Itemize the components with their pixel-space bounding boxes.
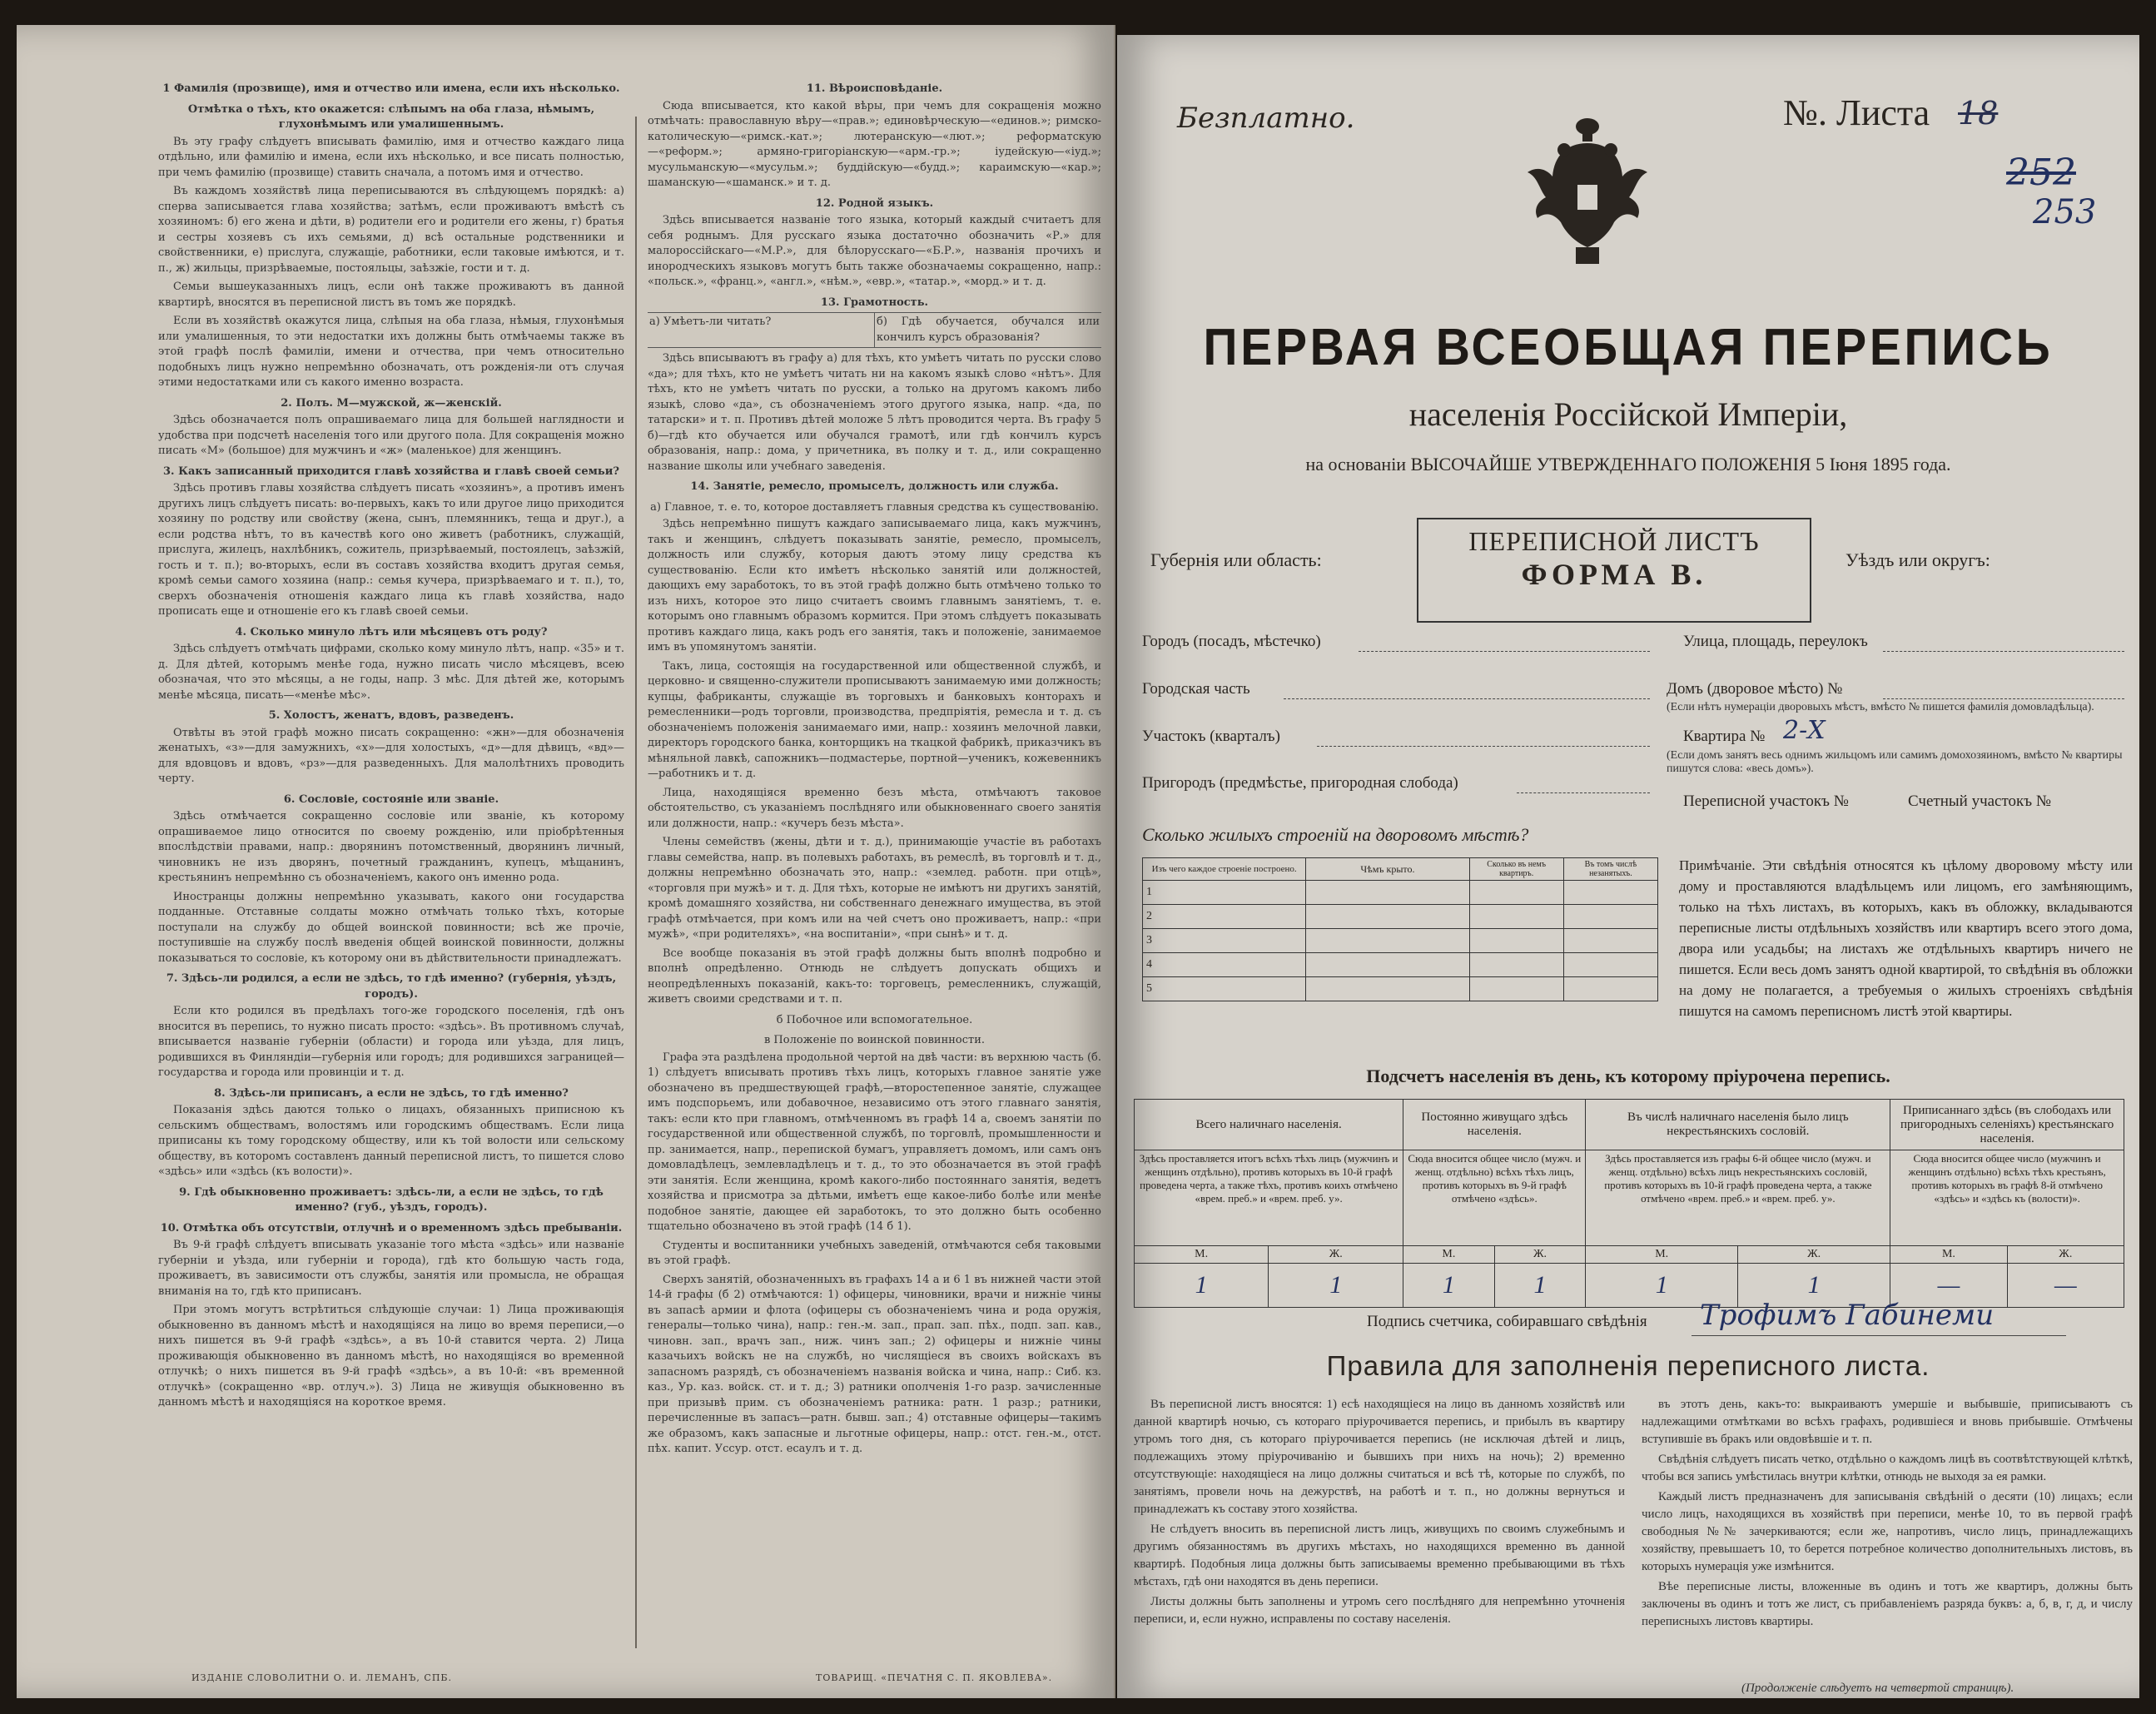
buildings-note: Примѣчаніе. Эти свѣдѣнія относятся къ цѣлому дворовому мѣсту или дому и проставляются владѣльцемъ или лицомъ, его замѣняющимъ, только на тѣхъ листахъ, въ которыхъ, какъ въ обложку, вкладываются переписные листы отдѣльныхъ хозяйствъ или квартиръ всего этого дома, двора или усадьбы; на листахъ же отдѣльныхъ квартиръ ничего не пишется. Если весь домъ занятъ одной квартирой, то свѣдѣнія въ обложки на дому не полагается, а требуемыя о жилыхъ строеніяхъ свѣдѣнія пишутся на самомъ переписномъ листѣ этой квартиры. (1679, 857, 2133, 1019)
apartment-label: Квартира № (1683, 728, 1766, 745)
double-headed-eagle-emblem (1521, 110, 1654, 276)
paragraph: Въ эту графу слѣдуетъ вписывать фамилію, имя и отчество каждаго лица отдѣльно, или фамилію и имена, если ихъ нѣсколько, и все писать полностью, при чемъ фамилію (прозвище) ставить сначала, а потомъ имя и отчество. (158, 135, 624, 179)
fill-line (1883, 698, 2124, 699)
sheet-number-value: 18 (1958, 95, 1999, 132)
handwritten-number: 253 (2033, 193, 2097, 231)
section-heading: 7. Здѣсь-ли родился, а если не здѣсь, то гдѣ именно? (губернія, уѣздъ, городъ). (166, 972, 617, 1001)
table-header-cell: Приписаннаго здѣсь (въ слободахъ или пригородныхъ селеніяхъ) крестьянскаго населенія. (1890, 1100, 2124, 1150)
signature-line (1692, 1335, 2066, 1336)
paragraph: Здѣсь вписывается названіе того языка, который каждый считаетъ для себя роднымъ. Для русскаго языка достаточно обозначить «Р.» для малороссійскаго—«М.Р.», для бѣлорусскаго—«Б.Р.», названія прочихъ и инородческихъ языковъ могутъ быть также обозначаемы сокращенно, напр.: «польск.», «франц.», «англ.», «нѣм.», «евр.», «татар.», «морд.» и т. д. (648, 214, 1101, 288)
section-heading: Отмѣтка о тѣхъ, кто окажется: слѣпымъ на оба глаза, нѣмымъ, глухонѣмымъ или умалишеннымъ. (187, 102, 595, 131)
section-heading: 3. Какъ записанный приходится главѣ хозяйства и главѣ своей семьи? (163, 465, 619, 478)
female-header: Ж. (1269, 1246, 1403, 1264)
paragraph: Такъ, лица, состоящія на государственной или общественной службѣ, и церковно- и священно-служители прописываютъ занимаемую ими должность; купцы, фабриканты, служащіе въ торговыхъ и банковыхъ конторахъ и ремесленники—родъ торговли, производства, предпріятія, ремесла и т. д. съ обозначеніемъ положенія занимаемаго ими, напр.: хозяинъ мелочной лавки, директоръ городского банка, конторщикъ на ткацкой фабрикѣ, приказчикъ въ мѣняльной лавкѣ, сапожникъ—подмастерье, портной—ученикъ, кожевенникъ—работникъ и т. д. (648, 659, 1101, 780)
rules-title: Правила для заполненія переписного листа. (1326, 1350, 1930, 1381)
district-label: Уѣздъ или округъ: (1846, 549, 1990, 570)
table-row (1135, 1150, 2124, 1246)
section-heading: 4. Сколько минуло лѣтъ или мѣсяцевъ отъ роду? (235, 625, 548, 638)
paragraph: Не слѣдуетъ вносить въ переписной листъ лицъ, живущихъ по своимъ служебнымъ и другимъ обязанностямъ въ другихъ мѣстахъ, но находящихся временно въ данной квартирѣ. Подобныя лица должны быть записываемы временно пребывающими въ тѣхъ мѣстахъ, гдѣ они находятся въ день переписи. (1134, 1523, 1625, 1588)
section-heading: 2. Полъ. М—мужской, ж—женскій. (281, 396, 502, 410)
paragraph: Здѣсь отмѣчается сокращенно сословіе или званіе, къ которому опрашиваемое лицо относится по своему рожденію, или пріобрѣтенныя впослѣдствіи правами, напр.: дворянинъ потомственный, дворянинъ личный, чиновникъ не изъ дворянъ, почетный гражданинъ, купецъ, мѣщанинъ, крестьянинъ непремѣнно съ обозначеніемъ, какого онъ именно рода. (158, 810, 624, 884)
row-number: 3 (1143, 929, 1306, 953)
table-header-cell: Чѣмъ крыто. (1306, 858, 1469, 881)
apartment-note: (Если домъ занятъ весь однимъ жильцомъ или самимъ домохозяиномъ, вмѣсто № квартиры пишутся слова: «весь домъ»). (1667, 749, 2123, 775)
printer-imprint: ТОВАРИЩ. «ПЕЧАТНЯ С. П. ЯКОВЛЕВА». (816, 1672, 1053, 1683)
female-header: Ж. (1738, 1246, 1890, 1264)
tally-value: 1 (1586, 1264, 1738, 1308)
paragraph: Студенты и воспитанники учебныхъ заведеній, отмѣчаются себя таковыми въ этой графѣ. (648, 1239, 1101, 1267)
left-column-1 (158, 77, 624, 1642)
section-heading: 14. Занятіе, ремесло, промыселъ, должность или служба. (690, 480, 1059, 493)
section-heading: 8. Здѣсь-ли приписанъ, а если не здѣсь, то гдѣ именно? (214, 1086, 569, 1100)
tally-title: Подсчетъ населенія въ день, къ которому пріурочена перепись. (1366, 1066, 1890, 1086)
table-header-cell: Въ томъ числѣ незанятыхъ. (1563, 858, 1657, 881)
paragraph: Вѣе переписные листы, вложенные въ одинъ и тотъ же квартиръ, должны быть заключены въ одинъ и тотъ же лист, съ прибавленіемъ разряда буквъ: а, б, в, г, д, и числу переписныхъ листовъ квартиры. (1642, 1580, 2133, 1628)
paragraph: Здѣсь непремѣнно пишутъ каждаго записываемаго лица, какъ мужчинъ, такъ и женщинъ, слѣдуетъ показывать занятіе, ремесло, промыселъ, должность или службу, которыя даютъ этому лицу средства къ существованію. Если кто имѣетъ нѣсколько занятій или должностей, дающихъ ему заработокъ, то въ этой графѣ должно быть отмѣчено только то изъ нихъ, которое это лицо считаетъ своимъ главнымъ занятіемъ, т. е. которымъ оно главнымъ образомъ кормится. При этомъ слѣдуетъ показывать противъ каждаго лица, какъ родъ его занятія, такъ и положеніе, занимаемое имъ въ упомянутомъ занятіи. (648, 518, 1101, 653)
form-letter: ФОРМА В. (1521, 558, 1707, 591)
paragraph: Свѣдѣнія слѣдуетъ писать четко, отдѣльно о каждомъ лицѣ въ соотвѣтствующей клѣткѣ, чтобы вся запись умѣстилась внутри клѣтки, отнюдь не выходя за ея рамки. (1642, 1453, 2133, 1483)
province-label: Губернія или область: (1150, 549, 1322, 570)
city-label: Городъ (посадъ, мѣстечко) (1142, 633, 1321, 650)
tally-value: 1 (1494, 1264, 1586, 1308)
paragraph: Сюда вписывается, кто какой вѣры, при чемъ для сокращенія можно отмѣчать: православную вѣру—«прав.»; единовѣрческую—«единов.»; римско-католическую—«римск.-кат.»; лютеранскую—«лют.»; реформатскую—«реформ.»; армяно-григоріанскую—«арм.-гр.»; іудейскую—«іуд.»; мусульманскую—«мусульм.»; буддійскую—«будд.»; караимскую—«кар.»; шаманскую—«шаманск.» и т. д. (648, 99, 1101, 189)
paragraph: Все вообще показанія въ этой графѣ должны быть вполнѣ подробно и вполнѣ опредѣленно. Отнюдь не слѣдуетъ допускать общихъ и неопредѣленныхъ показаній, какъ-то: торговецъ, ремесленникъ, служащій, живетъ своими средствами и т. п. (648, 946, 1101, 1006)
tally-value: 1 (1135, 1264, 1269, 1308)
left-page (17, 25, 1115, 1698)
table-header-row (1143, 858, 1658, 881)
section-heading: 9. Гдѣ обыкновенно проживаетъ: здѣсь-ли, а если не здѣсь, то гдѣ именно? (губ., уѣздъ, городъ). (179, 1185, 604, 1214)
suburb-label: Пригородъ (предмѣстье, пригородная слобода) (1142, 774, 1458, 792)
table-header-cell: Постоянно живущаго здѣсь населенія. (1403, 1100, 1586, 1150)
male-header: М. (1586, 1246, 1738, 1264)
table-row (1143, 953, 1658, 977)
tally-table (1134, 1099, 2124, 1308)
counting-precinct-label: Счетный участокъ № (1908, 792, 2051, 810)
tally-value: — (2007, 1264, 2124, 1308)
female-header: Ж. (2007, 1246, 2124, 1264)
table-row (1143, 905, 1658, 929)
apartment-value: 2-Х (1783, 716, 1826, 745)
column-divider (635, 117, 637, 1648)
city-part-label: Городская часть (1142, 680, 1250, 698)
section-heading: 10. Отмѣтка объ отсутствіи, отлучнѣ и о временномъ здѣсь пребываніи. (160, 1221, 623, 1235)
form-title: ПЕРЕПИСНОЙ ЛИСТЪ (1468, 526, 1760, 556)
table-header-row (1135, 1100, 2124, 1150)
fill-line (1517, 792, 1650, 793)
tally-value: — (1890, 1264, 2007, 1308)
paragraph: Въ каждомъ хозяйствѣ лица переписываются въ слѣдующемъ порядкѣ: а) сперва записывается глава хозяйства; затѣмъ, если проживаютъ вмѣстѣ съ хозяиномъ: б) его жена и дѣти, в) родители его и родители его жены, г) братья и сестры хозяевъ съ ихъ семьями, д) всѣ остальные родственники и свойственники, е) прислуга, служащіе, работники, если таковые имѣются, и т. п., ж) жильцы, призрѣваемые, постояльцы, заѣзжіе, гости и т. д. (158, 185, 624, 275)
female-header: Ж. (1494, 1246, 1586, 1264)
paragraph: Семьи вышеуказанныхъ лицъ, если онѣ также проживаютъ въ данной квартирѣ, вносятся въ переписной листъ въ томъ же порядкѣ. (158, 281, 624, 309)
paragraph: Каждый листъ предназначенъ для записыванія свѣдѣній о десяти (10) лицахъ; если число лицъ, находящихся въ хозяйствѣ при переписи, менѣе 10, то въ первой графѣ свободныя №№ зачеркиваются; если же, напротивъ, число лицъ, принадлежащихъ хозяйству, превышаетъ 10, то берется потребное количество дополнительныхъ листовъ, въ которыхъ нумерація уже измѣнится. (1642, 1490, 2133, 1573)
table-header-cell: Всего наличнаго населенія. (1135, 1100, 1403, 1150)
paragraph: Сверхъ занятій, обозначенныхъ въ графахъ 14 а и 6 1 въ нижней части этой 14-й графы (б 2) отмѣчаются: 1) офицеры, чиновники, врачи и нижніе чины въ запасѣ армии и флота (офицеры съ обозначеніемъ чина и рода оружія, генералы—только чина), напр.: ген.-м. зап., прап. зап. пѣх., подп. зап. кав., чиновн. зап., врачъ зап., ниж. чинъ зап.; 2) офицеры и нижніе чины казачьихъ войскъ не на службѣ, но числящіеся въ своихъ войскахъ въ запасномъ разрядѣ, съ обозначеніемъ названія войска и чина, напр.: Сиб. кз. каз., Ур. каз. войск. ст. и т. д.; 3) ратники ополченія 1-го разр. зачисленные при призывѣ прим. съ обозначеніемъ ратника: ратн. 1 разр.; ратники, перечисленные въ запасъ—ратн. бывш. зап.; 4) отставные офицеры—такимъ же образомъ, какъ запасные и льготные офицеры, напр.: отст. ген.-м., отст. пѣх. капит. Уссур. отст. есаулъ и т. д. (648, 1273, 1101, 1455)
male-header: М. (1403, 1246, 1494, 1264)
tally-value: 1 (1738, 1264, 1890, 1308)
literacy-questions (648, 312, 1101, 348)
paragraph: Иностранцы должны непремѣнно указывать, какого они государства подданные. Отставные солдаты можно отмѣчать только тѣхъ, которые поступали на службу до общей воинской повинности; всѣ же прочіе, поступившіе на службу послѣ введенія общей воинской повинности, должны показываться то сословіе, къ которому они въ дѣйствительности принадлежатъ. (158, 890, 624, 965)
signature-label: Подпись счетчика, собиравшаго свѣдѣнія (1367, 1313, 1647, 1330)
section-heading: 5. Холостъ, женатъ, вдовъ, разведенъ. (268, 709, 514, 722)
question-a: а) Умѣетъ-ли читать? (649, 315, 772, 328)
table-row (1143, 929, 1658, 953)
paragraph: Если кто родился въ предѣлахъ того-же городского поселенія, гдѣ онъ вносится въ перепись, то нужно писать просто: «здѣсь». Въ противномъ случаѣ, вписывается названіе губерніи (области) и города или уѣзда, для лицъ, родившихся въ Финляндіи—губернія или городъ; для родившихся заграницей—государства и города или провинціи и т. д. (158, 1005, 624, 1079)
printer-imprint: ИЗДАНІЕ СЛОВОЛИТНИ О. И. ЛЕМАНЪ, СПБ. (191, 1672, 453, 1683)
paragraph: Здѣсь вписываютъ въ графу а) для тѣхъ, кто умѣетъ читать по русски слово «да»; для тѣхъ, кто не умѣетъ читать ни на какомъ языкѣ слово «нѣтъ». Для тѣхъ, кто не умѣетъ читать по русски, а только на другомъ какомъ либо языкѣ, слово «да», съ обозначеніемъ этого другого языка, напр. «да, по татарски» и т. п. Противъ дѣтей моложе 5 лѣтъ проводится черта. Въ графу 5 б)—гдѣ кто обучается или обучался грамотѣ, или гдѣ кончилъ курсъ образованія, напр.: дома, у причетника, въ полку и т. д., или сокращенно название школы или учебнаго заведенія. (648, 352, 1101, 473)
sheet-number-label: №. Листа (1783, 92, 1930, 133)
signature-value: Трофимъ Габинеми (1700, 1299, 1995, 1332)
paragraph: Показанія здѣсь даются только о лицахъ, обязанныхъ приписною къ сельскимъ обществамъ, волостямъ или городскимъ обществамъ. Если лица приписаны къ тому городскому обществу, или къ той волости или сельскому обществу, въ которомъ составленъ данный переписной листъ, то пишется слово «здѣсь» или «здѣсь (къ волости)». (158, 1104, 624, 1178)
section-heading: 13. Грамотность. (820, 296, 929, 309)
census-basis: на основаніи ВЫСОЧАЙШЕ УТВЕРЖДЕННАГО ПОЛОЖЕНІЯ 5 Іюня 1895 года. (1305, 454, 1951, 474)
row-number: 2 (1143, 905, 1306, 929)
left-column-2 (648, 77, 1101, 1642)
row-number: 4 (1143, 953, 1306, 977)
table-header-cell: Изъ чего каждое строеніе построено. (1143, 858, 1306, 881)
tally-description: Здѣсь проставляется изъ графы 6-й общее число (мужч. и женщ. отдѣльно) всѣхъ лицъ некрестьянскихъ сословій, противъ которыхъ въ 10-й графѣ проведена черта, а также отмѣчено «врем. преб.» и «врем. преб. у». (1586, 1150, 1890, 1246)
section-heading: 11. Вѣроисповѣданіе. (806, 82, 943, 95)
paragraph: Здѣсь обозначается полъ опрашиваемаго лица для большей наглядности и удобства при подсчетѣ населенія того или другого пола. Для сокращенія можно писать «М» (большое) для мужчинъ и «ж» (маленькое) для женщинъ. (158, 414, 624, 457)
table-row (1143, 881, 1658, 905)
fill-line (1883, 651, 2124, 652)
male-header: М. (1890, 1246, 2007, 1264)
row-number: 5 (1143, 977, 1306, 1001)
paragraph: Въ 9-й графѣ слѣдуетъ вписывать указаніе того мѣста «здѣсь» или названіе губерніи и уѣзда, или губерніи и города), гдѣ кто большую часть года, проживаетъ, въ зависимости отъ службы, занятія или промысла, не обращая вниманія на то, гдѣ кто приписанъ. (158, 1239, 624, 1298)
right-page (1117, 35, 2139, 1698)
section-heading: 12. Родной языкъ. (815, 196, 934, 210)
tally-description: Сюда вносится общее число (мужчинъ и женщинъ отдѣльно) всѣхъ тѣхъ крестьянъ, противъ которыхъ въ графѣ 8-й отмѣчено «здѣсь» и «здѣсь къ (волости)». (1890, 1150, 2124, 1246)
paragraph: Въ переписной листъ вносятся: 1) есѣ находящіеся на лицо въ данномъ хозяйствѣ или данной квартирѣ ночью, съ котораго пріурочивается перепись, и прибылъ въ квартиру утромъ того дня, съ котораго пріурочивается перепись (не исключая дѣтей и лицъ, подлежащихъ этому пріурочиванію и бывшихъ при нихъ на ночь); 2) временно отсутствующіе: находящіеся на лицо должны считаться и всѣ тѣ, которые по службѣ, по занятіямъ, провели ночь на дежурствѣ, на работѣ и т. п., но должны вернуться и принадлежатъ къ составу этого хозяйства. (1134, 1398, 1625, 1516)
rules-column-1 (1134, 1396, 1625, 1687)
tally-value: 1 (1403, 1264, 1494, 1308)
form-header-box (1417, 518, 1811, 623)
house-note: (Если нѣтъ нумераціи дворовыхъ мѣстъ, вмѣсто № пишется фамилія домовладѣльца). (1667, 701, 2094, 713)
paragraph: Отвѣты въ этой графѣ можно писать сокращенно: «жн»—для обозначенія женатыхъ, «з»—для замужнихъ, «х»—для холостыхъ, «д»—для дѣвицъ, «вд»—для вдовцовъ и вдовъ, «рз»—для разведенныхъ. Для малолѣтнихъ проводить черту. (158, 726, 624, 785)
paragraph: Листы должны быть заполнены и утромъ сего послѣдняго для непремѣнно уточненія переписи, и, если нужно, исправлены по составу населенія. (1134, 1595, 1625, 1626)
fill-line (1359, 651, 1650, 652)
tally-description: Здѣсь проставляется итогъ всѣхъ тѣхъ лицъ (мужчинъ и женщинъ отдѣльно), противъ которыхъ въ 10-й графѣ проведена черта, а также тѣхъ, противъ коихъ отмѣчено «врем. преб.» и «врем. преб. у». (1135, 1150, 1403, 1246)
paragraph: При этомъ могутъ встрѣтиться слѣдующіе случаи: 1) Лица проживающія обыкновенно въ данномъ мѣстѣ и находящіяся на лицо во время переписи,—о нихъ пишется въ 9-й графѣ «здѣсь», а въ 10-й ставится черта. 2) Лица проживающія обыкновенно въ данномъ мѣстѣ, но находящіяся во временной отлучкѣ; о нихъ пишется въ 9-й графѣ «здѣсь», а въ 10-й: «въ временной отлучкѣ» (сокращенно «вр. отлуч.»). 3) Лица не живущія обыкновенно въ данномъ мѣстѣ и находящіяся на короткое время. (158, 1304, 624, 1408)
section-heading: 1 Фамилія (прозвище), имя и отчество или имена, если ихъ нѣсколько. (162, 82, 620, 95)
free-label: Безплатно. (1177, 102, 1355, 135)
table-row (1135, 1246, 2124, 1264)
paragraph: Графа эта раздѣлена продольной чертой на двѣ части: въ верхнюю часть (б. 1) слѣдуетъ вписывать противъ тѣхъ лицъ, которыхъ главное занятіе уже обозначено въ предшествующей графѣ,—второстепенное занятіе, служащее имъ подспорьемъ, или добавочное, независимо отъ этого главнаго занятія, такъ: если кто при главномъ, отмѣченномъ въ графѣ 14 а, своемъ занятіи по государственной или общественной службѣ, по торговлѣ, промышленности и пр. занимается, напр., перепиской бумагъ, управляетъ домомъ, или самъ онъ домовладѣлецъ, землевладѣлецъ и т. д., то это обозначается въ этой графѣ эти занятія. Если женщина, кромѣ какого-либо постояннаго занятія, ведетъ хозяйства и присмотра за дѣтьми, имѣетъ еще какое-либо болѣе или менѣе подобное занятіе, дающее ей заработокъ, то это должно быть особенно тщательно обозначено въ этой графѣ (14 б 1). (648, 1051, 1101, 1233)
precinct-label: Участокъ (кварталъ) (1142, 728, 1280, 745)
buildings-table (1142, 857, 1658, 1001)
male-header: М. (1135, 1246, 1269, 1264)
house-label: Домъ (дворовое мѣсто) № (1667, 680, 1843, 698)
paragraph: Здѣсь слѣдуетъ отмѣчать цифрами, сколько кому минуло лѣтъ, напр. «35» и т. д. Для дѣтей, которымъ менѣе года, нужно писать число мѣсяцевъ, всею обозначая, что это мѣсяцы, а не годы, напр. 3 мѣс. Для дѣтей же, которымъ менѣе мѣсяца, писать—«менѣе мѣс». (158, 643, 624, 702)
tally-description: Сюда вносится общее число (мужч. и женщ. отдѣльно) всѣхъ тѣхъ лицъ, противъ которыхъ въ 9-й графѣ отмѣчено «здѣсь». (1403, 1150, 1586, 1246)
buildings-question: Сколько жилыхъ строеній на дворовомъ мѣстѣ? (1142, 824, 1529, 845)
paragraph: Если въ хозяйствѣ окажутся лица, слѣпыя на оба глаза, нѣмыя, глухонѣмыя или умалишенныя, то эти недостатки ихъ должны быть отмѣчаемы также въ этой графѣ послѣ фамиліи, имени и отчества, при чемъ относительно подобныхъ лицъ нужно непремѣнно обозначать, отъ рожденія-ли отъ случая этими недостатками или съ какого именно возраста. (158, 315, 624, 389)
continuation-note: (Продолженіе слѣдуетъ на четвертой страницѣ). (1741, 1682, 2014, 1695)
question-b: б) Гдѣ обучается, обучался или кончилъ курсъ образованія? (874, 313, 1101, 347)
sub-heading: в Положеніе по воинской повинности. (763, 1034, 986, 1046)
sub-heading: а) Главное, т. е. то, которое доставляетъ главныя средства къ существованію. (650, 500, 1099, 514)
fill-line (1284, 698, 1650, 699)
sub-heading: б Побочное или вспомогательное. (776, 1013, 973, 1026)
table-header-cell: Сколько въ немъ квартиръ. (1469, 858, 1563, 881)
street-label: Улица, площадь, переулокъ (1683, 633, 1868, 650)
table-row (1143, 977, 1658, 1001)
paragraph: въ этотъ день, какъ-то: выкраиваютъ умершіе и выбывшіе, приписываютъ съ надлежащими отмѣтками во всѣхъ графахъ, родившіеся и вновь прибывшіе. Отмѣчены вступившіе въ бракъ или овдовѣвшіе и т. п. (1642, 1398, 2133, 1446)
tally-value: 1 (1269, 1264, 1403, 1308)
fill-line (1317, 746, 1650, 747)
section-heading: 6. Сословіе, состояніе или званіе. (283, 792, 499, 806)
table-header-cell: Въ числѣ наличнаго населенія было лицъ некрестьянскихъ сословій. (1586, 1100, 1890, 1150)
handwritten-number: 252 (2006, 152, 2076, 194)
census-subtitle: населенія Россійской Имперіи, (1408, 395, 1848, 433)
census-title: ПЕРВАЯ ВСЕОБЩАЯ ПЕРЕПИСЬ (1203, 319, 2054, 376)
paragraph: Члены семействъ (жены, дѣти и т. д.), принимающіе участіе въ работахъ главы семейства, напр. въ полевыхъ работахъ, въ ремеслѣ, въ торговлѣ и т. д., должны непремѣнно обозначать это, напр.: «землед. работн. при отцѣ», «торговля при мужѣ» и т. д. Для тѣхъ, которые не имѣютъ ни другихъ занятій, кромѣ домашняго хозяйства, ни собственнаго денежнаго имущества, въ этой графѣ отмѣчается, при комъ или на чей счетъ оно проживаетъ, напр.: «при мужѣ», «при родителяхъ», «на воспитаніи», «при сынѣ» и т. д. (648, 836, 1101, 941)
paragraph: Лица, находящіяся временно безъ мѣста, отмѣчаютъ таковое обстоятельство, съ указаніемъ послѣдняго или обыкновеннаго своего занятія или должности, напр.: «кучеръ безъ мѣста». (648, 786, 1101, 830)
paragraph: Здѣсь противъ главы хозяйства слѣдуетъ писать «хозяинъ», а противъ именъ другихъ лицъ слѣдуетъ писать: во-первыхъ, какъ то или другое лицо приходится хозяину по родству или свойству (жена, сынъ, племянникъ, теща и друг.), а если родства нѣтъ, то въ качествѣ кого оно живетъ (работникъ, служащій, прислуга, жилецъ, нахлѣбникъ, сожитель, призрѣваемый, постоялецъ, заѣзжій, гость и т. п.); во-вторыхъ, если въ составъ хозяйства входитъ другая семья, кромѣ семьи самого хозяина (напр.: семья кучера, призрѣваемаго и т. п.), то, сверхъ обозначенія отношенія каждаго лица къ главѣ хозяйства, надо прописать еще и отношеніе его къ главѣ своей семьи. (158, 482, 624, 618)
rules-column-2 (1642, 1396, 2133, 1679)
census-precinct-label: Переписной участокъ № (1683, 792, 1849, 810)
row-number: 1 (1143, 881, 1306, 905)
